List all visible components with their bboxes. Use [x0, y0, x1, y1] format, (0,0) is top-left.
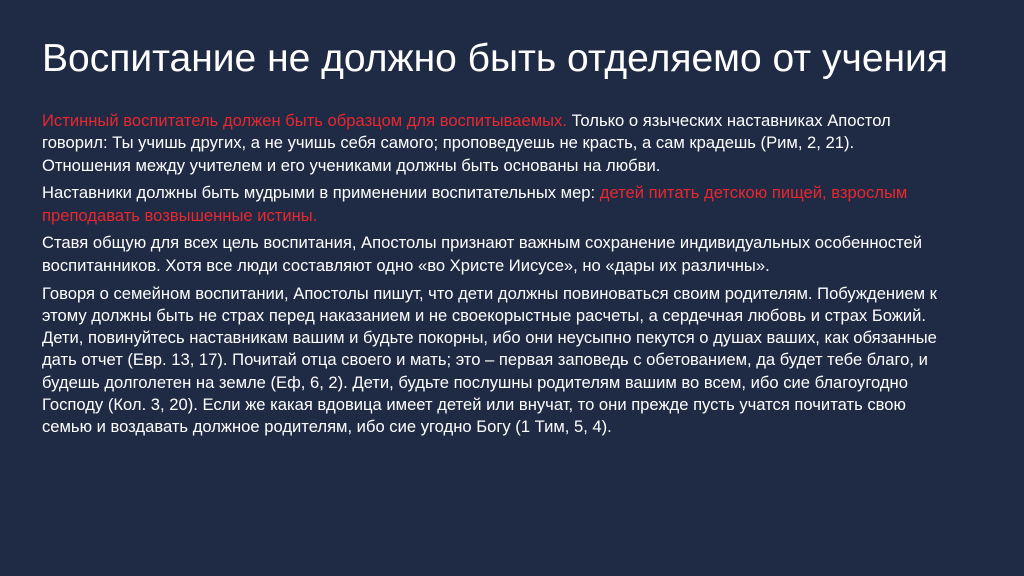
slide-title: Воспитание не должно быть отделяемо от учения: [42, 37, 948, 80]
paragraph-family-upbringing: [42, 283, 942, 439]
paragraph-individuality: [42, 232, 942, 277]
paragraph-text: Только о языческих наставниках Апостол говорил: Ты учишь других, а не учишь себя самого; проповедуешь не красть, а сам крадешь (Рим, 2, 21). Отношения между учителем и его учениками должны быть основаны на любви.: [42, 111, 891, 175]
slide-body: [42, 110, 942, 444]
paragraph-wise-mentors: [42, 182, 942, 227]
paragraph-text: Ставя общую для всех цель воспитания, Апостолы признают важным сохранение индивидуальных особенностей воспитанников. Хотя все люди составляют одно «во Христе Иисусе», но «дары их различны».: [42, 233, 922, 275]
highlight-children-food: детей питать детскою пищей, взрослым преподавать возвышенные истины.: [42, 183, 908, 225]
highlight-model-teacher: Истинный воспитатель должен быть образцом для воспитываемых.: [42, 111, 567, 130]
paragraph-model-teacher: [42, 110, 942, 177]
paragraph-text: Наставники должны быть мудрыми в применении воспитательных мер:: [42, 183, 600, 203]
paragraph-text: Говоря о семейном воспитании, Апостолы пишут, что дети должны повиноваться своим родителям. Побуждением к этому должны быть не страх перед наказанием и не своекорыстные расчеты, а сердечная любовь и страх Божий. Дети, повинуйтесь наставникам вашим и будьте покорны, ибо они неусыпно пекутся о душах ваших, как обязанные дать отчет (Евр. 13, 17). Почитай отца своего и мать; это – первая заповедь с обетованием, да будет тебе благо, и будешь долголетен на земле (Еф, 6, 2). Дети, будьте послушны родителям вашим во всем, ибо сие благоугодно Господу (Кол. 3, 20). Если же какая вдовица имеет детей или внучат, то они прежде пусть учатся почитать свою семью и воздавать должное родителям, ибо сие угодно Богу (1 Тим, 5, 4).: [42, 283, 937, 437]
